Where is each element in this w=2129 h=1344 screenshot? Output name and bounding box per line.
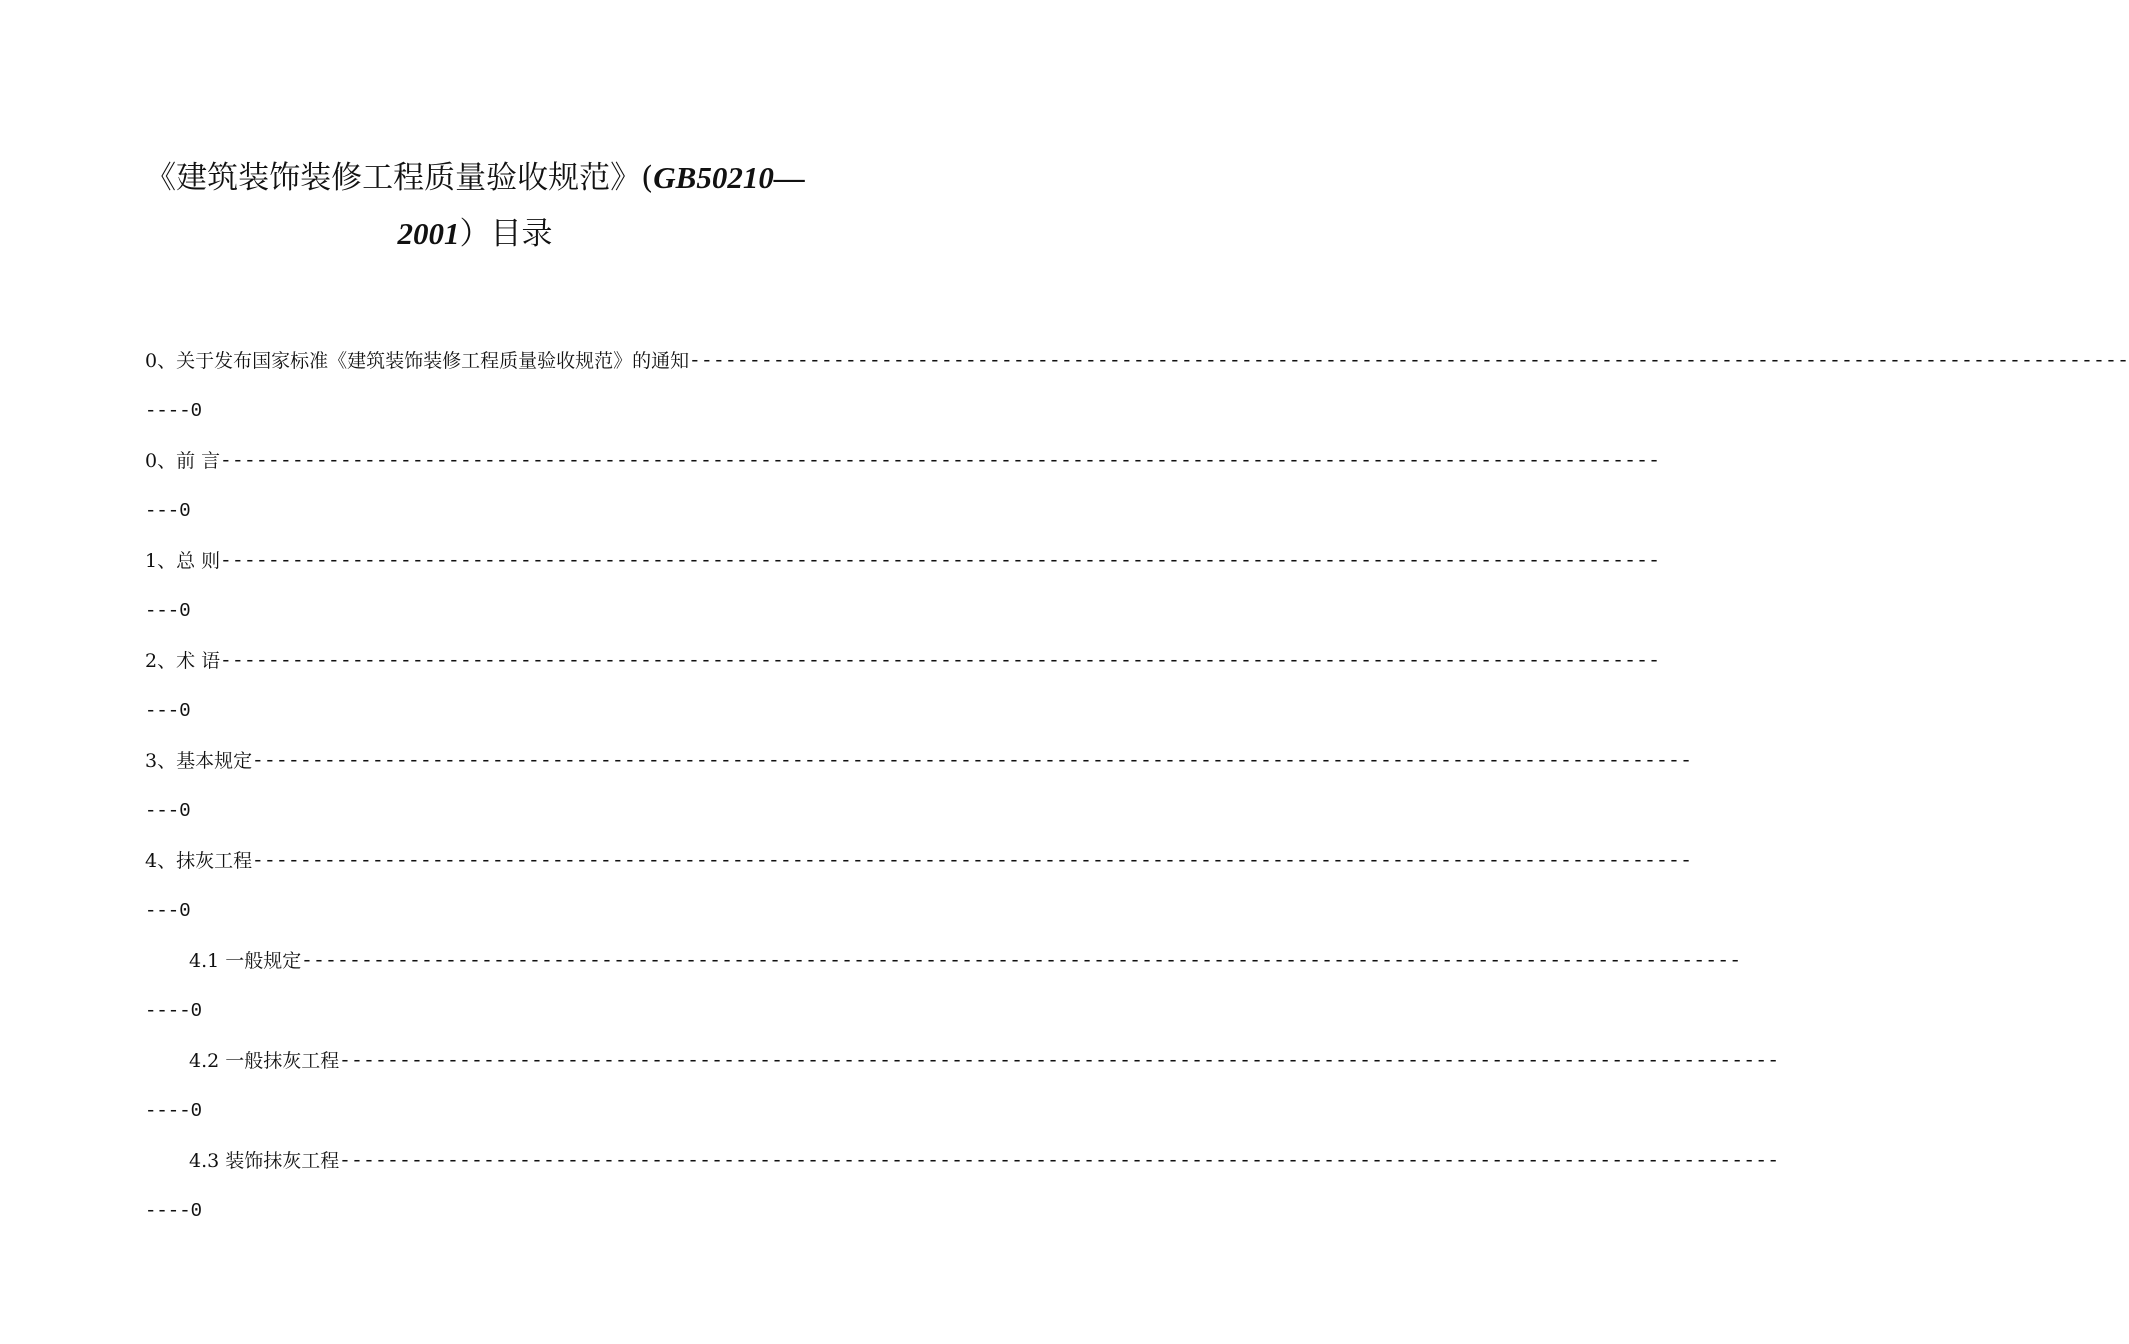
standard-year: 2001	[397, 216, 460, 251]
toc-entry-label: 4.1 一般规定	[189, 950, 302, 972]
document-title	[120, 150, 830, 262]
title-line-1	[120, 150, 830, 206]
toc-entry-page: ----0	[145, 400, 203, 422]
toc-entry-label: 0、前 言	[145, 450, 221, 472]
standard-code: GB50210—	[653, 160, 805, 195]
table-of-contents	[145, 336, 2129, 1236]
toc-leader: ------------------------------------------------------------------------------------------------------------------------	[252, 750, 1693, 772]
toc-entry-page: ----0	[145, 1100, 203, 1122]
toc-leader: ------------------------------------------------------------------------------------------------------------------------	[689, 350, 2129, 372]
toc-entry[interactable]	[145, 936, 1742, 986]
toc-entry-page: ---0	[145, 600, 191, 622]
toc-entry[interactable]	[145, 836, 1693, 886]
toc-entry[interactable]	[145, 736, 1693, 786]
toc-entry-label: 4.2 一般抹灰工程	[189, 1050, 340, 1072]
title-text: 《建筑装饰装修工程质量验收规范》(	[145, 160, 654, 196]
toc-leader: ------------------------------------------------------------------------------------------------------------------------	[252, 850, 1693, 872]
toc-entry-label: 2、术 语	[145, 650, 221, 672]
toc-entry[interactable]	[145, 1036, 1780, 1086]
title-line-2	[120, 206, 830, 262]
toc-entry-page: ----0	[145, 1000, 203, 1022]
toc-entry[interactable]	[145, 636, 1661, 686]
toc-entry-label: 4、抹灰工程	[145, 850, 253, 872]
toc-entry[interactable]	[145, 436, 1661, 486]
toc-entry[interactable]	[145, 336, 2129, 386]
toc-leader: ------------------------------------------------------------------------------------------------------------------------	[339, 1150, 1780, 1172]
toc-entry-label: 1、总 则	[145, 550, 221, 572]
toc-entry-page: ---0	[145, 700, 191, 722]
toc-leader: ------------------------------------------------------------------------------------------------------------------------	[220, 550, 1661, 572]
toc-leader: ------------------------------------------------------------------------------------------------------------------------	[339, 1050, 1780, 1072]
toc-entry[interactable]	[145, 1136, 1780, 1186]
toc-entry-page: ---0	[145, 500, 191, 522]
toc-entry-label: 4.3 装饰抹灰工程	[189, 1150, 340, 1172]
toc-leader: ------------------------------------------------------------------------------------------------------------------------	[301, 950, 1742, 972]
title-suffix: ）目录	[459, 216, 553, 252]
toc-entry-page: ---0	[145, 800, 191, 822]
toc-entry-page: ----0	[145, 1200, 203, 1222]
toc-leader: ------------------------------------------------------------------------------------------------------------------------	[220, 450, 1661, 472]
toc-leader: ------------------------------------------------------------------------------------------------------------------------	[220, 650, 1661, 672]
toc-entry-label: 0、关于发布国家标准《建筑装饰装修工程质量验收规范》的通知	[145, 350, 690, 372]
toc-entry-page: ---0	[145, 900, 191, 922]
toc-entry[interactable]	[145, 536, 1661, 586]
toc-entry-label: 3、基本规定	[145, 750, 253, 772]
